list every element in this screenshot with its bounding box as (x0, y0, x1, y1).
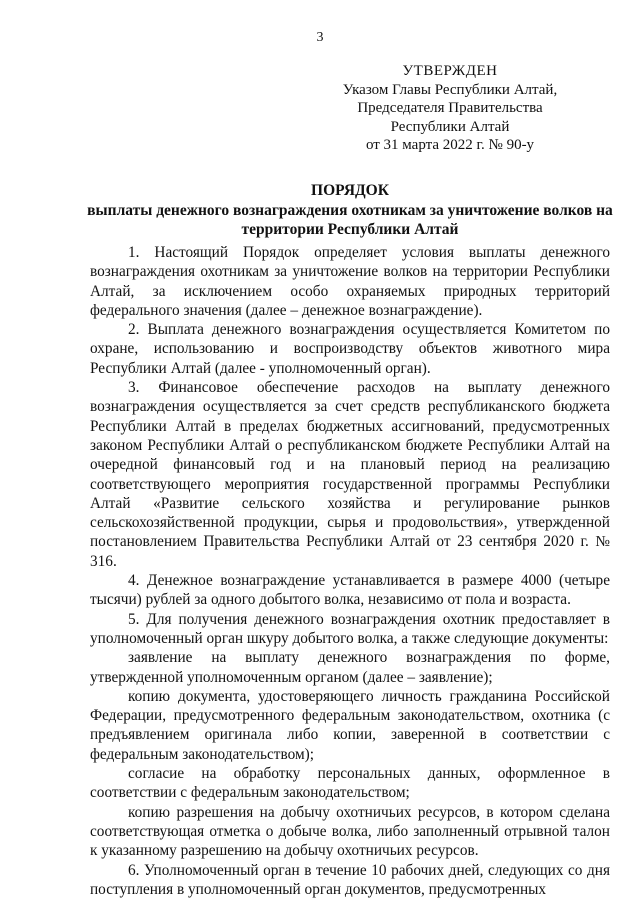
approval-block (330, 62, 570, 155)
approval-date: от 31 марта 2022 г. № 90-у (365, 137, 535, 153)
approval-line: Председателя Правительства (357, 100, 543, 116)
paragraph-6: 6. Уполномоченный орган в течение 10 рабочих дней, следующих со дня поступления в уполномоченный орган документов, предусмотренных (90, 861, 610, 898)
paragraph-5: 5. Для получения денежного вознаграждения охотник предоставляет в уполномоченный орган шкуру добытого волка, а также следующие документы: (90, 610, 610, 647)
document-title: ПОРЯДОК (311, 182, 389, 199)
approval-line: Указом Главы Республики Алтай, (342, 81, 558, 98)
list-item-hunting-permit: копию разрешения на добычу охотничьих ресурсов, в котором сделана соответствующая отметка о добыче волка, либо заполненный отрывной талон к указанному разрешению на добычу охотничьих ресурсов. (90, 803, 610, 860)
list-item-application: заявление на выплату денежного вознаграждения по форме, утвержденной уполномоченным органом (далее – заявление); (90, 649, 610, 686)
approval-line: Республики Алтай (390, 118, 510, 135)
approval-heading: УТВЕРЖДЕН (402, 63, 498, 79)
paragraph-3: 3. Финансовое обеспечение расходов на выплату денежного вознаграждения осуществляется за счет средств республиканского бюджета Республики Алтай в пределах бюджетных ассигнований, предусмотренных законом Республики Алтай о республиканском бюджете Республики Алтай на очередной финансовый год и на плановый период на реализацию соответствующего мероприятия государственной программы Республики Алтай «Развитие сельского хозяйства и регулирование рынков сельскохозяйственной продукции, сырья и продовольствия», утвержденной постановлением Правительства Республики Алтай от 23 сентября 2020 г. № 316. (90, 379, 610, 570)
paragraph-4: 4. Денежное вознаграждение устанавливается в размере 4000 (четыре тысячи) рублей за одного добытого волка, независимо от пола и возраста. (90, 572, 610, 609)
list-item-consent: согласие на обработку персональных данных, оформленное в соответствии с федеральным законодательством; (90, 765, 610, 802)
document-subtitle: выплаты денежного вознаграждения охотникам за уничтожение волков на территории Республики Алтай (87, 202, 613, 238)
paragraph-2: 2. Выплата денежного вознаграждения осуществляется Комитетом по охране, использованию и воспроизводству объектов животного мира Республики Алтай (далее - уполномоченный орган). (90, 321, 610, 377)
paragraph-1: 1. Настоящий Порядок определяет условия выплаты денежного вознаграждения охотникам за уничтожение волков на территории Республики Алтай, за исключением особо охраняемых природных территорий федерального значения (далее – денежное вознаграждение). (90, 244, 610, 319)
document-body (90, 243, 610, 899)
page-number: 3 (316, 30, 324, 45)
list-item-identity-document: копию документа, удостоверяющего личность гражданина Российской Федерации, предусмотренного федеральным законодательством, охотника (с предъявлением оригинала либо копии, заверенной в соответствии с федеральным законодательством); (90, 687, 610, 763)
